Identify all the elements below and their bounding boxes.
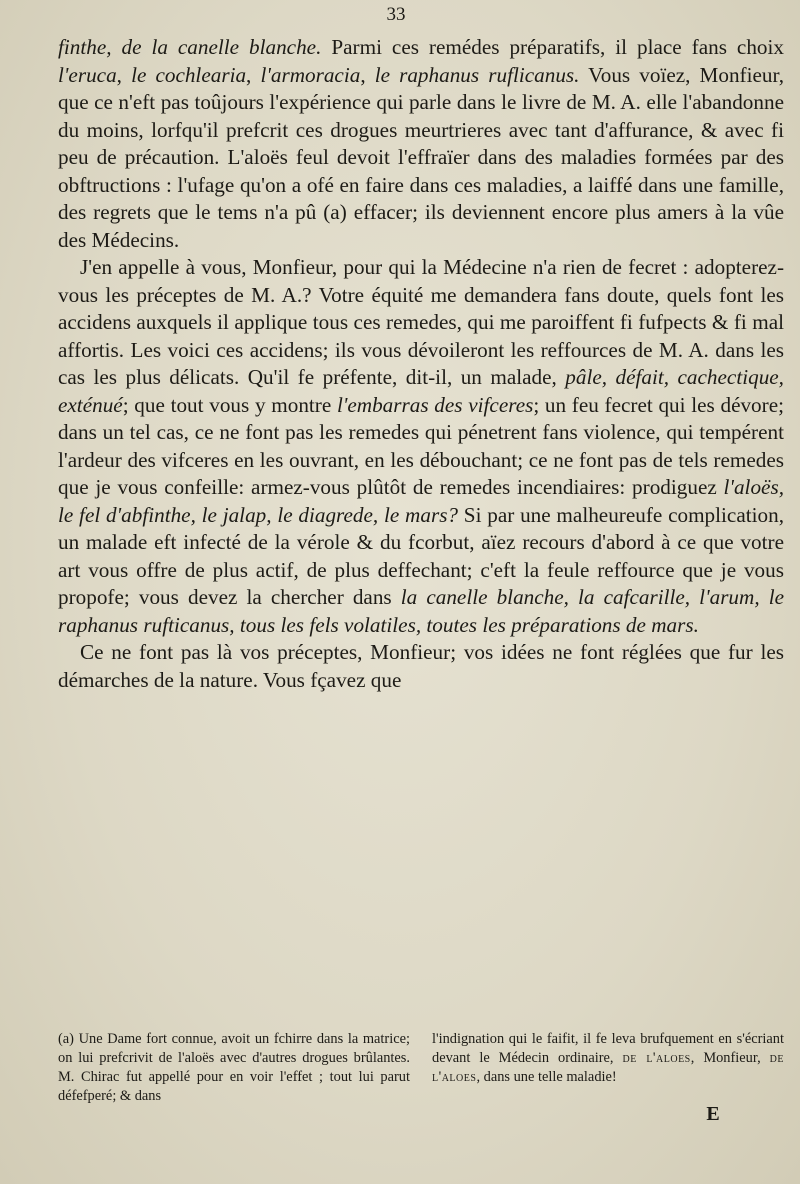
- text-run: J'en appelle à vous, Monfieur, pour qui la Médecine n'a rien de fecret : adopterez-vous les préceptes de M. A.? Votre équité me demandera fans doute, quels font les accidens auxquels il applique tous ces remedes, qui me paroiffent fi fufpects & fi mal affortis. Les voici ces accidens; ils vous dévoileront les reffources de M. A. dans les cas les plus délicats. Qu'il fe préfente, dit-il, un malade,: [58, 255, 784, 389]
- text-run: l'indignation qui le faifit, il fe leva brufquement en s'écriant devant le Médecin ordinaire,: [432, 1031, 784, 1066]
- text-run: ,: [246, 62, 261, 87]
- text-run: Vous voïez, Monfieur, que ce n'eft pas toûjours l'expérience qui parle dans le livre de M. A. elle l'abandonne du moins, lorfqu'il prefcrit ces drogues meurtrieres avec tant d'affurance, & avec fi peu de précaution. L'aloës feul devoit l'effraïer dans des maladies formées par des obftructions : l'ufage qu'on a ofé en faire dans ces maladies, a laiffé dans une famille, des regrets que le tems n'a pû (a) effacer; ils deviennent encore plus amers à la vûe des Médecins.: [58, 62, 784, 252]
- italic-text: le raphanus ruflicanus.: [374, 62, 580, 87]
- paragraph-2: [58, 254, 784, 639]
- footnote-right-column: [432, 1030, 784, 1106]
- small-caps-text: de l'aloes: [432, 1050, 785, 1085]
- paragraph-1: [58, 34, 784, 254]
- text-run: Si par une malheureufe complication, un malade eft infecté de la vérole & du fcorbut, aïez recours d'abord à ce que votre art vous offre de plus actif, de plus deffechant; c'eft la feule reffource que je vous propofe; vous devez la chercher dans: [58, 502, 784, 609]
- italic-text: la canelle blanche, la cafcarille, l'arum, le raphanus rufticanus, tous les fels volatiles, toutes les préparations de mars.: [58, 585, 785, 637]
- italic-text: pâle, défait, cachectique, exténué: [58, 365, 784, 417]
- text-run: Parmi ces remédes préparatifs, il place fans choix: [321, 35, 784, 59]
- italic-text: le cochlearia: [131, 62, 247, 87]
- italic-text: l'eruca: [58, 62, 117, 87]
- footnote: [58, 1030, 784, 1106]
- text-run: , dans une telle maladie!: [476, 1069, 617, 1085]
- main-text: [58, 34, 784, 694]
- italic-text: l'armoracia: [260, 62, 361, 87]
- text-run: ; un feu fecret qui les dévore; dans un tel cas, ce ne font pas les remedes qui pénetrent fans violence, qui tempérent l'ardeur des vifceres en les ouvrant, en les débouchant; ce ne font pas de tels remedes que je vous confeille: armez-vous plûtôt de remedes incendiaires: prodiguez: [58, 392, 785, 499]
- small-caps-text: de l'aloes: [622, 1050, 691, 1066]
- text-run: , Monfieur,: [690, 1050, 770, 1066]
- text-run: ,: [116, 62, 132, 87]
- text-run: ,: [360, 62, 375, 87]
- signature-mark: E: [706, 1103, 720, 1125]
- page-number: 33: [386, 4, 406, 25]
- paragraph-3: Ce ne font pas là vos préceptes, Monfieur; vos idées ne font réglées que fur les démarches de la nature. Vous fçavez que: [58, 640, 784, 692]
- italic-text: finthe, de la canelle blanche.: [58, 35, 322, 59]
- italic-text: l'aloës, le fel d'abfinthe, le jalap, le diagrede, le mars?: [58, 475, 784, 527]
- footnote-left-column: (a) Une Dame fort connue, avoit un fchirre dans la matrice; on lui prefcrivit de l'aloës avec d'autres drogues brûlantes. M. Chirac fut appellé pour en voir l'effet ; tout lui parut défefperé; & dans: [58, 1031, 410, 1104]
- text-run: ; que tout vous y montre: [122, 392, 337, 417]
- italic-text: l'embarras des vifceres: [336, 392, 534, 417]
